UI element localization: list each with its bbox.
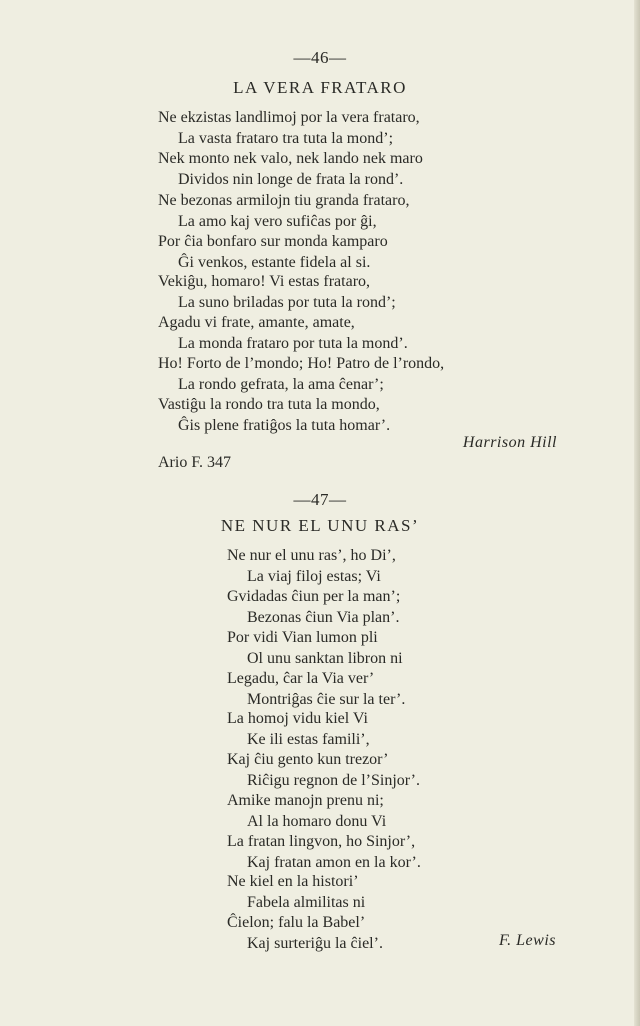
verse-line: Bezonas ĉiun Via plan’.: [247, 608, 400, 626]
hymn46-reference: Ario F. 347: [158, 454, 231, 471]
verse-line: Ne ekzistas landlimoj por la vera frataro,: [158, 109, 420, 126]
verse-line: Vastiĝu la rondo tra tuta la mondo,: [158, 396, 380, 413]
verse-line: Ne bezonas armilojn tiu granda frataro,: [158, 192, 410, 209]
hymn47-stanza-2: [227, 628, 405, 710]
verse-line: Legadu, ĉar la Via ver’: [227, 670, 375, 687]
verse-line: La suno briladas por tuta la rond’;: [178, 293, 396, 311]
verse-line: La amo kaj vero sufiĉas por ĝi,: [178, 212, 377, 230]
verse-line: Por ĉia bonfaro sur monda kamparo: [158, 233, 388, 250]
hymn47-stanza-5: [227, 872, 383, 954]
verse-line: La rondo gefrata, la ama ĉenar’;: [178, 375, 384, 393]
verse-line: La viaj filoj estas; Vi: [247, 567, 381, 585]
verse-line: Riĉigu regnon de l’Sinjor’.: [247, 771, 421, 789]
verse-line: Nek monto nek valo, nek lando nek maro: [158, 150, 423, 167]
hymn46-stanza-1: [158, 108, 423, 190]
verse-line: Gvidadas ĉiun per la man’;: [227, 588, 401, 605]
hymn-title-la-vera-frataro: LA VERA FRATARO: [233, 78, 407, 97]
hymn46-stanza-3: [158, 272, 408, 354]
hymn-number-47: —47—: [293, 490, 347, 509]
hymn47-stanza-3: [227, 709, 420, 791]
verse-line: Montriĝas ĉie sur la ter’.: [247, 690, 406, 708]
hymn46-stanza-4: [158, 354, 444, 436]
page-edge-shadow: [634, 0, 640, 1026]
verse-line: Vekiĝu, homaro! Vi estas frataro,: [158, 273, 371, 290]
verse-line: Ne kiel en la histori’: [227, 873, 359, 890]
verse-line: Por vidi Vian lumon pli: [227, 629, 378, 646]
verse-line: Ne nur el unu ras’, ho Di’,: [227, 547, 396, 564]
verse-line: Ĝi venkos, estante fidela al si.: [178, 253, 371, 271]
verse-line: Kaj surteriĝu la ĉiel’.: [247, 934, 383, 952]
hymn47-stanza-4: [227, 791, 421, 873]
hymn46-stanza-2: [158, 191, 409, 273]
verse-line: Ĉielon; falu la Babel’: [227, 914, 366, 931]
verse-line: Agadu vi frate, amante, amate,: [158, 314, 355, 331]
hymn47-author: F. Lewis: [498, 932, 556, 949]
verse-line: Ke ili estas famili’,: [247, 730, 370, 748]
verse-line: La fratan lingvon, ho Sinjor’,: [227, 833, 416, 850]
hymn47-stanza-1: [227, 546, 400, 628]
verse-line: Ĝis plene fratiĝos la tuta homar’.: [178, 416, 391, 434]
hymn46-author: Harrison Hill: [462, 434, 557, 451]
verse-line: Dividos nin longe de frata la rond’.: [178, 170, 404, 188]
verse-line: Ho! Forto de l’mondo; Ho! Patro de l’rondo,: [158, 355, 445, 372]
verse-line: Ol unu sanktan libron ni: [247, 649, 403, 667]
verse-line: La homoj vidu kiel Vi: [227, 710, 368, 727]
verse-line: Al la homaro donu Vi: [247, 812, 387, 830]
verse-line: La monda frataro por tuta la mond’.: [178, 334, 408, 352]
verse-line: Kaj fratan amon en la kor’.: [247, 853, 421, 871]
verse-line: Amike manojn prenu ni;: [227, 792, 384, 809]
hymn-title-ne-nur-el-unu-ras: NE NUR EL UNU RAS’: [220, 516, 420, 535]
verse-line: Fabela almilitas ni: [247, 893, 366, 911]
hymn-number-46: —46—: [293, 48, 347, 67]
verse-line: La vasta frataro tra tuta la mond’;: [178, 129, 394, 147]
verse-line: Kaj ĉiu gento kun trezor’: [227, 751, 389, 768]
